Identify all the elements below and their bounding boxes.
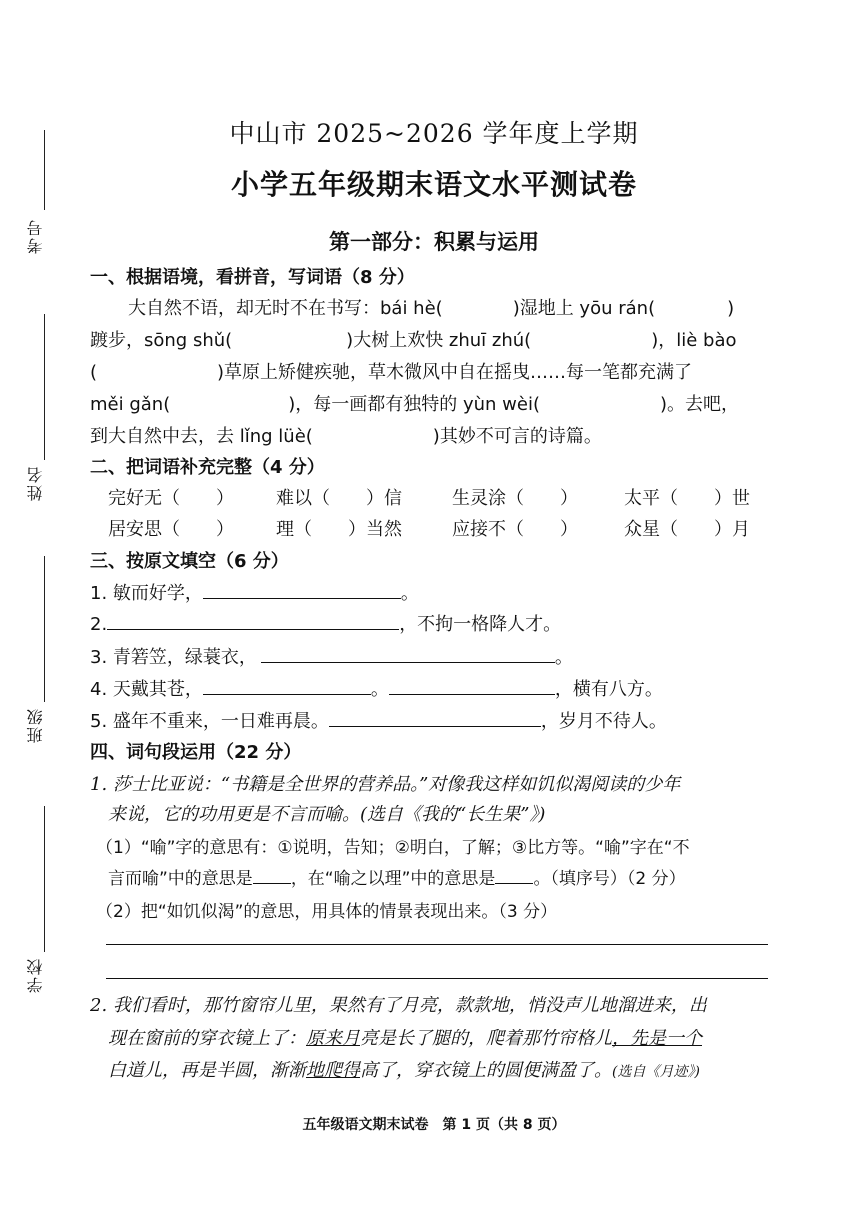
answer-line[interactable]: [203, 580, 401, 599]
school-label: 学校: [26, 957, 45, 993]
idiom-5: 居安思（ ）: [108, 519, 234, 540]
text: ，不拘一格降人才。: [399, 614, 562, 635]
text: 高了，穿衣镜上的圆便满盈了。: [360, 1060, 612, 1081]
underlined-text: 地爬得: [306, 1060, 360, 1081]
idiom-7: 应接不（ ）: [452, 519, 578, 540]
answer-line[interactable]: [107, 611, 399, 630]
section1-line5: [90, 422, 602, 448]
answer-line[interactable]: [106, 978, 768, 979]
text: 大自然不语，却无时不在书写：bái hè(: [128, 298, 443, 319]
text: 3. 青箬笠，绿蓑衣，: [90, 647, 257, 668]
answer-line[interactable]: [329, 708, 541, 727]
answer-line[interactable]: [106, 944, 768, 945]
text: ，岁月不待人。: [540, 711, 667, 732]
exam-title-line2: 小学五年级期末语文水平测试卷: [230, 168, 637, 201]
text: )，liè bào: [651, 330, 737, 351]
q1-sub1-line1: （1）“喻”字的意思有：①说明，告知；②明白，了解；③比方等。“喻”字在“不: [96, 838, 690, 858]
q2-passage-line1: 2. 我们看时，那竹窗帘儿里，果然有了月亮，款款地，悄没声儿地溜进来，出: [90, 995, 707, 1016]
section1-line2: [90, 326, 737, 352]
class-label: 班级: [26, 707, 45, 743]
section1-line1: [128, 294, 734, 320]
underlined-text: 原来月: [306, 1028, 360, 1049]
fill-q4: [90, 675, 663, 701]
fill-q3: [90, 643, 573, 669]
class-line: [44, 556, 45, 702]
text: 1. 敏而好学，: [90, 583, 203, 604]
section3-heading: 三、按原文填空（6 分）: [90, 551, 289, 572]
text: 5. 盛年不重来，一日难再晨。: [90, 711, 329, 732]
q1-passage-line2: 来说，它的功用更是不言而喻。(选自《我的“长生果”》): [108, 804, 546, 825]
fill-q2: [90, 610, 561, 636]
source-note: (选自《月迹》): [612, 1064, 700, 1080]
answer-line[interactable]: [495, 865, 533, 884]
idiom-2: 难以（ ）信: [276, 488, 402, 509]
text: 言而喻”中的意思是: [108, 869, 253, 889]
section1-line4: [90, 390, 739, 416]
q1-sub1-line2: [108, 864, 686, 889]
text: 白道儿，再是半圆，渐渐: [108, 1060, 306, 1081]
text: měi gǎn(: [90, 394, 171, 415]
school-line: [44, 806, 45, 952]
answer-line[interactable]: [261, 644, 555, 663]
text: )其妙不可言的诗篇。: [432, 426, 602, 447]
name-line: [44, 314, 45, 460]
q1-sub2: （2）把“如饥似渴”的意思，用具体的情景表现出来。（3 分）: [96, 902, 558, 922]
idiom-1: 完好无（ ）: [108, 488, 234, 509]
text: 亮是长了腿的，爬着那竹帘格儿: [360, 1028, 612, 1049]
answer-line[interactable]: [389, 676, 555, 695]
idiom-8: 众星（ ）月: [624, 519, 750, 540]
section1-line3: [90, 358, 692, 384]
answer-line[interactable]: [253, 865, 291, 884]
section2-heading: 二、把词语补充完整（4 分）: [90, 457, 325, 478]
q2-passage-line2: [108, 1024, 702, 1050]
text: )草原上矫健疾驰，草木微风中自在摇曳……每一笔都充满了: [217, 362, 693, 383]
section4-heading: 四、词句段运用（22 分）: [90, 742, 302, 763]
idiom-6: 理（ ）当然: [276, 519, 402, 540]
text: )大树上欢快 zhuī zhú(: [346, 330, 532, 351]
underlined-text: ，先是一个: [612, 1028, 702, 1049]
exam-title-line1: 中山市 2025~2026 学年度上学期: [229, 119, 639, 148]
text: 到大自然中去，去 lǐng lüè(: [90, 426, 313, 447]
text: 踱步，sōng shǔ(: [90, 330, 233, 351]
text: (: [90, 362, 98, 383]
q2-passage-line3: [108, 1056, 700, 1082]
text: )湿地上 yōu rán(: [512, 298, 656, 319]
text: 4. 天戴其苍，: [90, 679, 203, 700]
text: 。（填序号）（2 分）: [533, 869, 686, 889]
idiom-4: 太平（ ）世: [624, 488, 750, 509]
fill-q5: [90, 707, 667, 733]
text: 。: [370, 679, 389, 700]
name-label: 姓名: [26, 465, 45, 501]
q1-passage-line1: 1. 莎士比亚说：“书籍是全世界的营养品。”对像我这样如饥似渴阅读的少年: [90, 774, 681, 795]
answer-line[interactable]: [203, 676, 371, 695]
text: ): [727, 298, 735, 319]
text: ，横有八方。: [554, 679, 663, 700]
section1-heading: 一、根据语境，看拼音，写词语（8 分）: [90, 267, 415, 288]
part-one-heading: 第一部分：积累与运用: [329, 230, 539, 254]
text: 现在窗前的穿衣镜上了：: [108, 1028, 306, 1049]
text: 。: [400, 583, 419, 604]
text: )。去吧，: [659, 394, 740, 415]
text: )，每一画都有独特的 yùn wèi(: [288, 394, 540, 415]
text: 2.: [90, 614, 108, 635]
text: ，在“喻之以理”中的意思是: [290, 869, 496, 889]
page-footer: 五年级语文期末试卷 第 1 页（共 8 页）: [302, 1117, 566, 1133]
exam-number-label: 考号: [26, 218, 45, 254]
text: 。: [554, 647, 573, 668]
fill-q1: [90, 579, 419, 605]
idiom-3: 生灵涂（ ）: [452, 488, 578, 509]
